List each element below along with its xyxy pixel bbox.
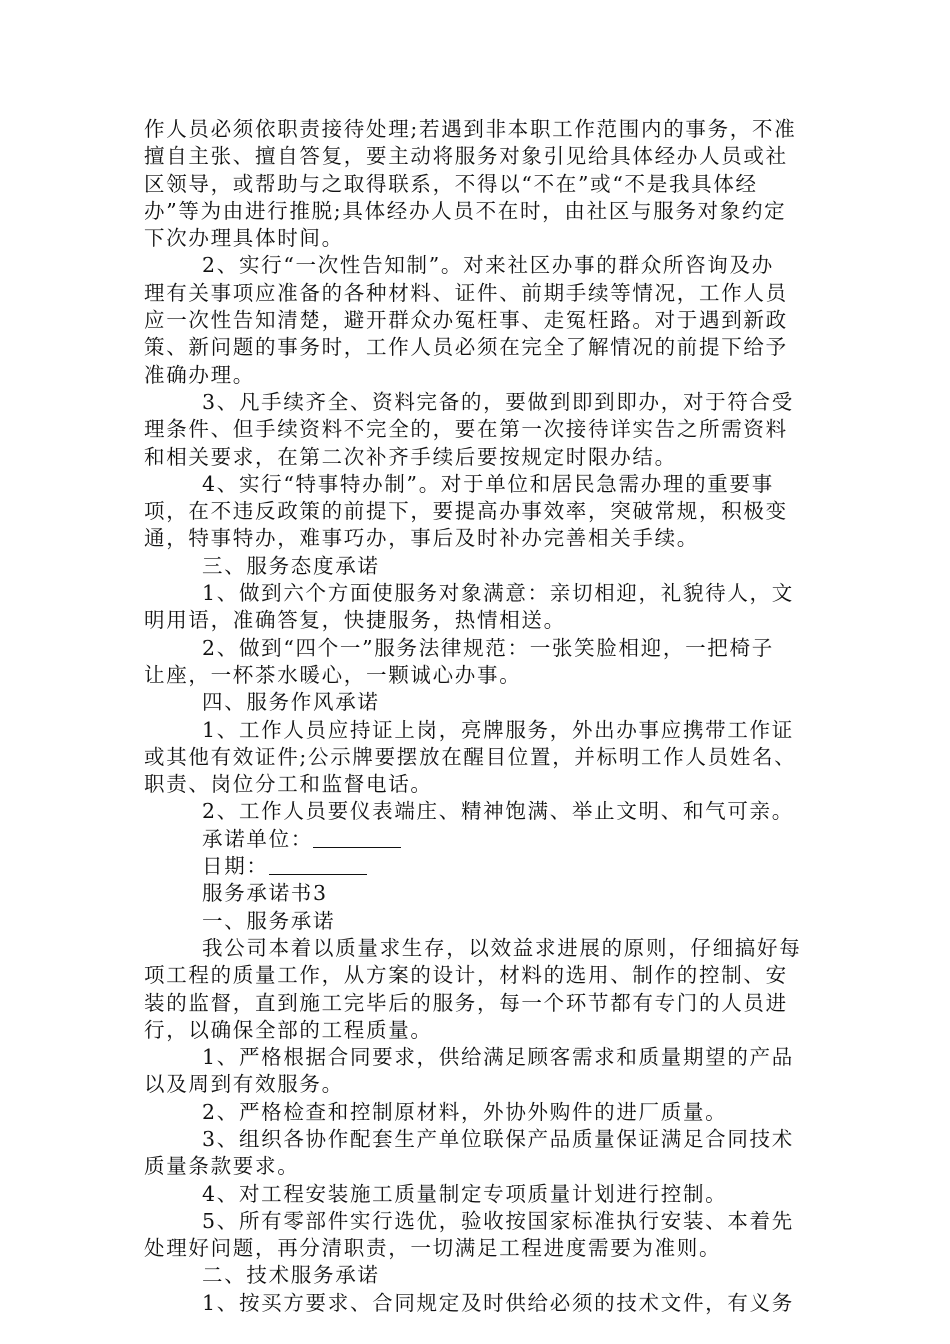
text-line: 服务承诺书3 — [202, 881, 328, 906]
document-body-part1 — [144, 116, 808, 826]
text-line: 策、新问题的事务时，工作人员必须在完全了解情况的前提下给予 — [144, 335, 788, 360]
text-line: 下次办理具体时间。 — [144, 226, 344, 251]
sign-date-blank — [269, 854, 367, 875]
text-line: 1、按买方要求、合同规定及时供给必须的技术文件，有义务 — [202, 1290, 794, 1315]
text-line: 1、做到六个方面使服务对象满意：亲切相迎，礼貌待人，文 — [202, 581, 794, 606]
text-line: 应一次性告知清楚，避开群众办冤枉事、走冤枉路。对于遇到新政 — [144, 308, 788, 333]
text-line: 职责、岗位分工和监督电话。 — [144, 772, 433, 797]
text-line: 2、实行“一次性告知制”。对来社区办事的群众所咨询及办 — [202, 253, 774, 278]
text-line: 4、实行“特事特办制”。对于单位和居民急需办理的重要事 — [202, 471, 774, 496]
document-body-part2 — [144, 880, 808, 1317]
text-line: 擅自主张、擅自答复，要主动将服务对象引见给具体经办人员或社 — [144, 144, 788, 169]
text-line: 3、组织各协作配套生产单位联保产品质量保证满足合同技术 — [202, 1126, 794, 1151]
text-line: 以及周到有效服务。 — [144, 1072, 344, 1097]
text-line: 质量条款要求。 — [144, 1154, 300, 1179]
text-line: 装的监督，直到施工完毕后的服务，每一个环节都有专门的人员进 — [144, 990, 788, 1015]
text-line: 让座，一杯茶水暖心，一颗诚心办事。 — [144, 662, 522, 687]
text-line: 2、严格检查和控制原材料，外协外购件的进厂质量。 — [202, 1099, 728, 1124]
text-line: 作人员必须依职责接待处理;若遇到非本职工作范围内的事务，不准 — [144, 117, 797, 141]
text-line: 二、技术服务承诺 — [202, 1263, 380, 1288]
text-line: 1、严格根据合同要求，供给满足顾客需求和质量期望的产品 — [202, 1045, 794, 1070]
text-line: 明用语，准确答复，快捷服务，热情相送。 — [144, 608, 566, 633]
sign-date-line — [144, 853, 808, 880]
sign-unit-blank — [313, 827, 401, 848]
text-line: 准确办理。 — [144, 362, 255, 387]
text-line: 理有关事项应准备的各种材料、证件、前期手续等情况，工作人员 — [144, 280, 788, 305]
text-line: 2、工作人员要仪表端庄、精神饱满、举止文明、和气可亲。 — [202, 799, 794, 824]
text-line: 理条件、但手续资料不完全的，要在第一次接待详实告之所需资料 — [144, 417, 788, 442]
text-line: 通，特事特办，难事巧办，事后及时补办完善相关手续。 — [144, 526, 699, 551]
text-line: 3、凡手续齐全、资料完备的，要做到即到即办，对于符合受 — [202, 389, 794, 414]
text-line: 三、服务态度承诺 — [202, 553, 380, 578]
text-line: 和相关要求，在第二次补齐手续后要按规定时限办结。 — [144, 444, 677, 469]
text-line: 5、所有零部件实行选优，验收按国家标准执行安装、本着先 — [202, 1208, 794, 1233]
text-line: 四、服务作风承诺 — [202, 690, 380, 715]
text-line: 一、服务承诺 — [202, 908, 336, 933]
sign-unit-label: 承诺单位： — [202, 826, 313, 851]
text-line: 我公司本着以质量求生存，以效益求进展的原则，仔细搞好每 — [202, 935, 802, 960]
text-line: 2、做到“四个一”服务法律规范：一张笑脸相迎，一把椅子 — [202, 635, 774, 660]
text-line: 处理好问题，再分清职责，一切满足工程进度需要为准则。 — [144, 1236, 722, 1261]
text-line: 项，在不违反政策的前提下，要提高办事效率，突破常规，积极变 — [144, 499, 788, 524]
document-page — [144, 116, 808, 1317]
text-line: 1、工作人员应持证上岗，亮牌服务，外出办事应携带工作证 — [202, 717, 794, 742]
sign-unit-line — [144, 826, 808, 853]
text-line: 区领导，或帮助与之取得联系，不得以“不在”或“不是我具体经 — [144, 171, 758, 196]
text-line: 4、对工程安装施工质量制定专项质量计划进行控制。 — [202, 1181, 728, 1206]
text-line: 行，以确保全部的工程质量。 — [144, 1017, 433, 1042]
sign-date-label: 日期： — [202, 854, 269, 879]
text-line: 或其他有效证件;公示牌要摆放在醒目位置，并标明工作人员姓名、 — [144, 744, 797, 769]
text-line: 办”等为由进行推脱;具体经办人员不在时，由社区与服务对象约定 — [144, 198, 787, 223]
text-line: 项工程的质量工作，从方案的设计，材料的选用、制作的控制、安 — [144, 963, 788, 988]
